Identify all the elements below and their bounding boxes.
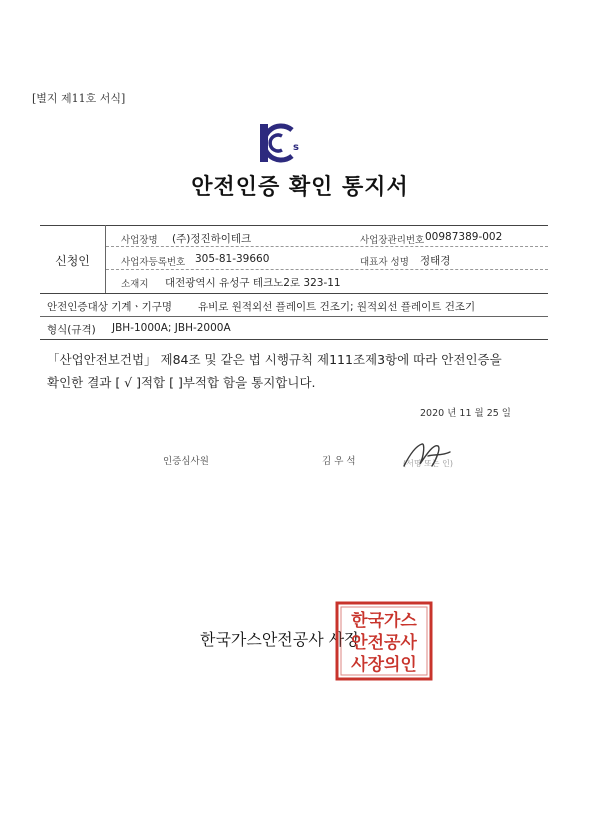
notice-line-1: 「산업안전보건법」 제84조 및 같은 법 시행규칙 제111조제3항에 따라 안전인증을 <box>47 352 502 367</box>
seal-text-line: 안전공사 <box>351 633 417 653</box>
address-label: 소재지 <box>121 279 149 290</box>
applicant-divider <box>105 225 106 293</box>
issue-date: 2020 년 11 월 25 일 <box>420 408 511 419</box>
inspector-seal-placeholder: (서명 또는 인) <box>403 459 453 468</box>
company-name: (주)정진하이테크 <box>172 233 252 245</box>
row-divider <box>40 316 548 317</box>
ceo-label: 대표자 성명 <box>360 257 409 268</box>
target-label: 안전인증대상 기계ㆍ기구명 <box>47 301 173 313</box>
table-top-rule <box>40 225 548 226</box>
address: 대전광역시 유성구 테크노2로 323-11 <box>165 277 341 289</box>
table-bottom-rule <box>40 339 548 340</box>
inspector-label: 인증심사원 <box>163 456 209 467</box>
model-value: JBH-1000A; JBH-2000A <box>112 322 231 334</box>
seal-text-line: 한국가스 <box>351 611 417 631</box>
applicant-section-label: 신청인 <box>55 254 90 268</box>
seal-text-line: 사장의인 <box>351 655 417 675</box>
document-title: 안전인증 확인 통지서 <box>191 175 409 200</box>
biz-reg-number: 305-81-39660 <box>195 253 270 265</box>
official-seal-icon <box>334 600 434 682</box>
issuer-name: 한국가스안전공사 사장 <box>200 630 360 649</box>
kcs-mark-icon <box>258 120 302 166</box>
svg-text:s: s <box>293 142 299 153</box>
row-divider <box>106 269 548 270</box>
table-mid-rule <box>40 293 548 294</box>
target-value: 유비로 원적외선 플레이트 건조기; 원적외선 플레이트 건조기 <box>198 301 476 313</box>
form-number: [별지 제11호 서식] <box>32 92 126 105</box>
company-name-label: 사업장명 <box>121 235 158 246</box>
mgmt-no: 00987389-002 <box>425 231 503 243</box>
mgmt-no-label: 사업장관리번호 <box>360 235 425 246</box>
row-divider <box>106 246 548 247</box>
notice-line-2: 확인한 결과 [ √ ]적합 [ ]부적합 함을 통지합니다. <box>47 375 316 390</box>
biz-reg-label: 사업자등록번호 <box>121 257 186 268</box>
ceo-name: 정태경 <box>420 255 451 267</box>
signature-icon <box>398 438 456 474</box>
inspector-name: 김 우 석 <box>322 456 356 467</box>
model-label: 형식(규격) <box>47 324 96 336</box>
